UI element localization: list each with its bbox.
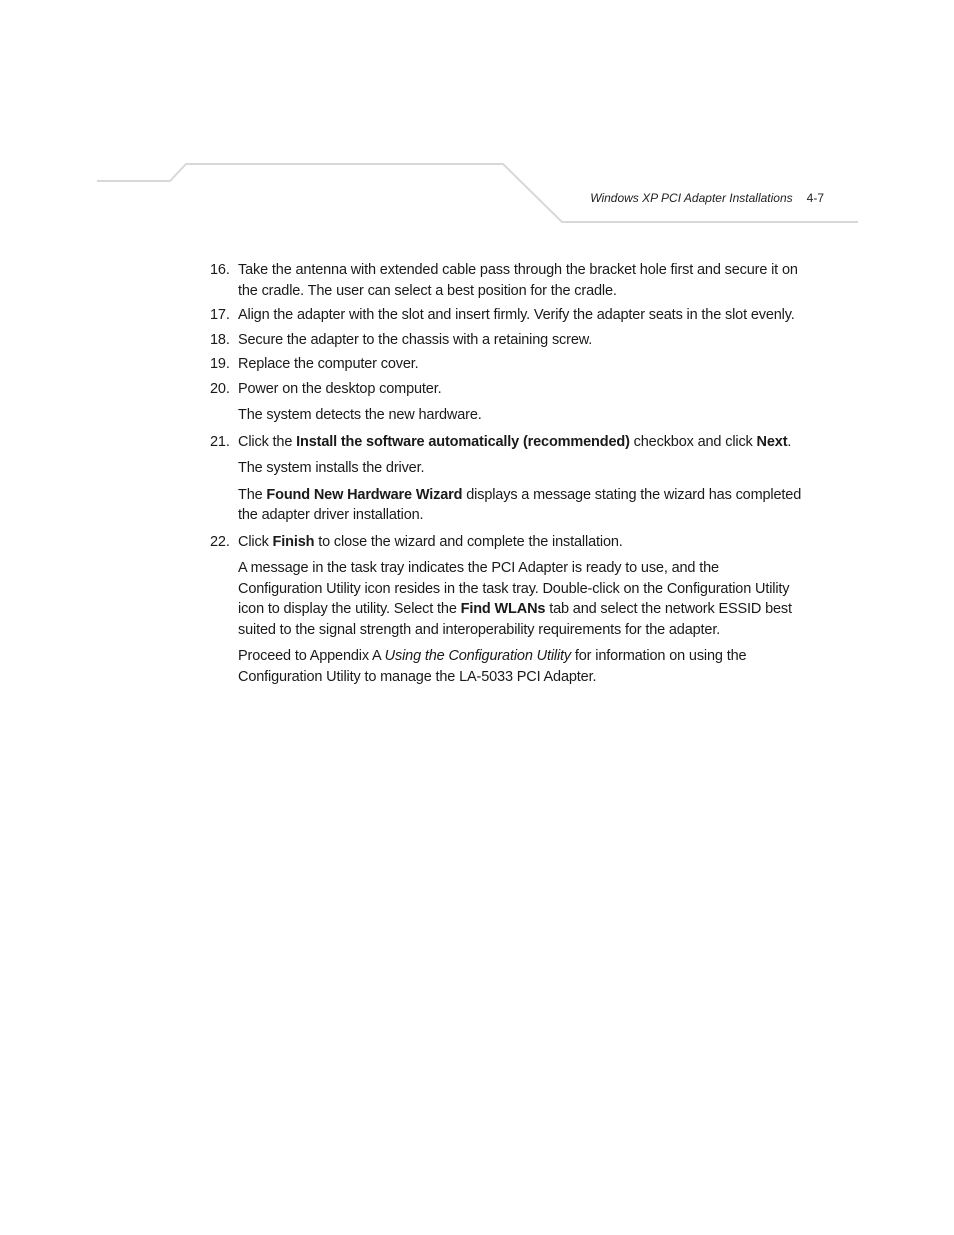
step-number: 18. xyxy=(210,331,230,348)
step-18 xyxy=(210,330,805,351)
step-text: Secure the adapter to the chassis with a retaining screw. xyxy=(238,331,593,348)
step-number: 21. xyxy=(210,433,230,450)
step-number: 22. xyxy=(210,533,230,550)
note-text-pre: Proceed to Appendix A xyxy=(238,648,385,664)
step-17 xyxy=(210,305,805,326)
step-text-mid: checkbox and click xyxy=(629,433,757,450)
step-text-pre: Click xyxy=(238,533,273,550)
step-21 xyxy=(210,432,805,453)
step-text: Power on the desktop computer. xyxy=(238,380,442,397)
page-body xyxy=(210,260,805,693)
finish-button-label: Finish xyxy=(272,533,315,550)
step-20-note: The system detects the new hardware. xyxy=(238,407,482,423)
running-header xyxy=(590,191,824,205)
next-button-label: Next xyxy=(756,433,788,450)
step-text: Replace the computer cover. xyxy=(238,356,419,372)
step-text-pre: Click the xyxy=(238,433,297,450)
step-text: Align the adapter with the slot and insert firmly. Verify the adapter seats in the slot evenly. xyxy=(238,307,795,323)
step-22-note-2 xyxy=(210,646,805,687)
step-text-post: to close the wizard and complete the installation. xyxy=(314,533,623,550)
step-21-note-1: The system installs the driver. xyxy=(238,460,425,476)
step-number: 16. xyxy=(210,262,230,278)
note-text-post: displays a message stating the wizard has completed the adapter driver installation. xyxy=(238,486,802,523)
note-text-pre: A message in the task tray indicates the PCI Adapter is ready to use, and the Configuration Utility icon resides in the task tray. Double-click on the Configuration Utility icon to display the utility. Select the xyxy=(238,560,790,617)
find-wlans-tab-label: Find WLANs xyxy=(460,601,546,617)
note-text-post: for information on using the Configuration Utility to manage the LA-5033 PCI Adapter. xyxy=(238,648,747,685)
step-19 xyxy=(210,354,805,375)
wizard-name: Found New Hardware Wizard xyxy=(266,486,463,503)
step-text-post: . xyxy=(787,433,792,450)
step-20 xyxy=(210,379,805,400)
step-number: 20. xyxy=(210,380,230,397)
note-text-post: tab and select the network ESSID best suited to the signal strength and interoperability requirements for the adapter. xyxy=(238,601,792,638)
install-option-label: Install the software automatically (recommended) xyxy=(296,433,630,450)
step-number: 19. xyxy=(210,356,230,372)
step-22-note-1 xyxy=(210,558,805,640)
section-title: Windows XP PCI Adapter Installations xyxy=(590,191,793,205)
page-number: 4-7 xyxy=(806,191,824,205)
step-16 xyxy=(210,260,805,301)
note-text-pre: The xyxy=(238,486,267,503)
appendix-title: Using the Configuration Utility xyxy=(384,648,572,664)
step-22 xyxy=(210,532,805,553)
step-number: 17. xyxy=(210,307,230,323)
step-21-note-2 xyxy=(210,485,805,526)
step-text: Take the antenna with extended cable pass through the bracket hole first and secure it on the cradle. The user can select a best position for the cradle. xyxy=(238,262,798,299)
